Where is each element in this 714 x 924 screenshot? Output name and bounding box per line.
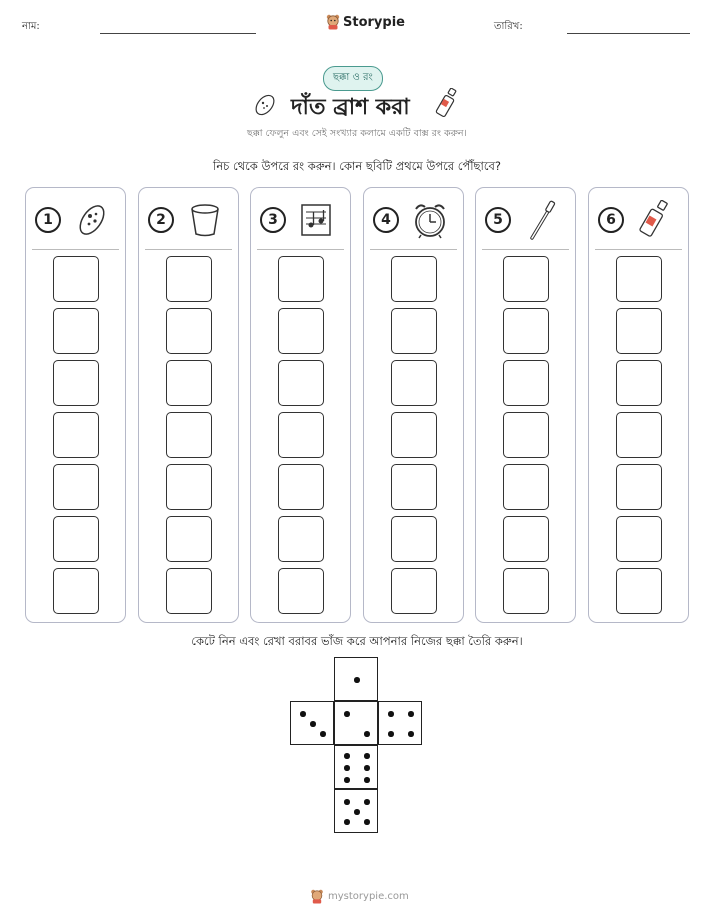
color-box[interactable] [278,256,324,302]
cup-icon [185,200,225,240]
alarm-clock-icon [410,200,450,240]
pip [344,777,350,783]
color-box[interactable] [503,568,549,614]
color-box[interactable] [503,308,549,354]
subtitle: ছক্কা ফেলুন এবং সেই সংখ্যার কলামে একটি বাক্স রং করুন। [247,128,467,139]
color-box[interactable] [391,516,437,562]
color-box[interactable] [166,256,212,302]
instruction: নিচ থেকে উপরে রং করুন। কোন ছবিটি প্রথমে উপরে পৌঁছাবে? [213,159,501,173]
color-box[interactable] [503,256,549,302]
pip [320,731,326,737]
color-box[interactable] [616,412,662,458]
brand-name: Storypie [343,14,405,30]
pip [364,799,370,805]
color-box[interactable] [278,360,324,406]
color-box[interactable] [53,568,99,614]
color-box[interactable] [166,568,212,614]
column-number: 3 [260,207,286,233]
bear-logo-icon [326,14,340,30]
color-box[interactable] [278,516,324,562]
category-tag: ছক্কা ও রং [323,66,383,91]
color-box[interactable] [391,568,437,614]
date-line[interactable] [567,33,690,34]
bear-logo-icon [310,889,324,904]
die-face-4 [378,701,422,745]
pip [300,711,306,717]
color-box[interactable] [503,412,549,458]
column-3 [250,187,351,623]
pip [388,731,394,737]
column-1 [25,187,126,623]
name-label: নাম: [22,21,40,32]
pip [364,731,370,737]
pip [364,753,370,759]
divider [145,249,232,250]
pip [344,819,350,825]
color-box[interactable] [391,412,437,458]
column-2 [138,187,239,623]
column-5 [475,187,576,623]
divider [32,249,119,250]
pip [408,711,414,717]
divider [370,249,457,250]
germ-icon [72,200,112,240]
name-line[interactable] [100,33,256,34]
divider [257,249,344,250]
die-face-6 [334,745,378,789]
color-box[interactable] [278,412,324,458]
pip [344,799,350,805]
color-box[interactable] [503,516,549,562]
page-title: দাঁত ব্রাশ করা [291,95,410,120]
color-box[interactable] [166,360,212,406]
color-box[interactable] [391,464,437,510]
cut-instruction: কেটে নিন এবং রেখা বরাবর ভাঁজ করে আপনার নিজের ছক্কা তৈরি করুন। [191,634,523,648]
die-face-3 [290,701,334,745]
toothbrush-icon [522,200,562,240]
color-box[interactable] [391,256,437,302]
pip [344,765,350,771]
brand-logo [326,14,405,30]
pip [354,809,360,815]
color-box[interactable] [53,360,99,406]
color-box[interactable] [53,464,99,510]
column-number: 1 [35,207,61,233]
color-box[interactable] [616,568,662,614]
pip [310,721,316,727]
toothpaste-icon [635,200,675,240]
germ-icon [252,92,278,118]
die-face-5 [334,789,378,833]
column-number: 4 [373,207,399,233]
divider [482,249,569,250]
color-box[interactable] [166,464,212,510]
color-box[interactable] [391,308,437,354]
pip [364,765,370,771]
pip [388,711,394,717]
column-number: 5 [485,207,511,233]
color-box[interactable] [616,308,662,354]
color-box[interactable] [166,412,212,458]
pip [364,819,370,825]
pip [344,753,350,759]
color-box[interactable] [503,464,549,510]
color-box[interactable] [616,360,662,406]
column-number: 2 [148,207,174,233]
pip [354,677,360,683]
color-box[interactable] [503,360,549,406]
color-box[interactable] [53,256,99,302]
color-box[interactable] [166,516,212,562]
toothpaste-icon [435,88,461,120]
color-box[interactable] [53,308,99,354]
die-face-2 [334,701,378,745]
pip [364,777,370,783]
color-box[interactable] [53,412,99,458]
footer-url[interactable]: mystorypie.com [328,891,409,902]
color-box[interactable] [278,308,324,354]
column-number: 6 [598,207,624,233]
die-face-1 [334,657,378,701]
color-box[interactable] [278,464,324,510]
color-box[interactable] [53,516,99,562]
color-box[interactable] [616,516,662,562]
color-box[interactable] [391,360,437,406]
pip [344,711,350,717]
footer [310,889,409,904]
date-label: তারিখ: [494,21,523,32]
color-box[interactable] [616,464,662,510]
column-6 [588,187,689,623]
music-sheet-icon [297,200,337,240]
pip [408,731,414,737]
color-box[interactable] [616,256,662,302]
color-box[interactable] [278,568,324,614]
color-box[interactable] [166,308,212,354]
divider [595,249,682,250]
column-4 [363,187,464,623]
